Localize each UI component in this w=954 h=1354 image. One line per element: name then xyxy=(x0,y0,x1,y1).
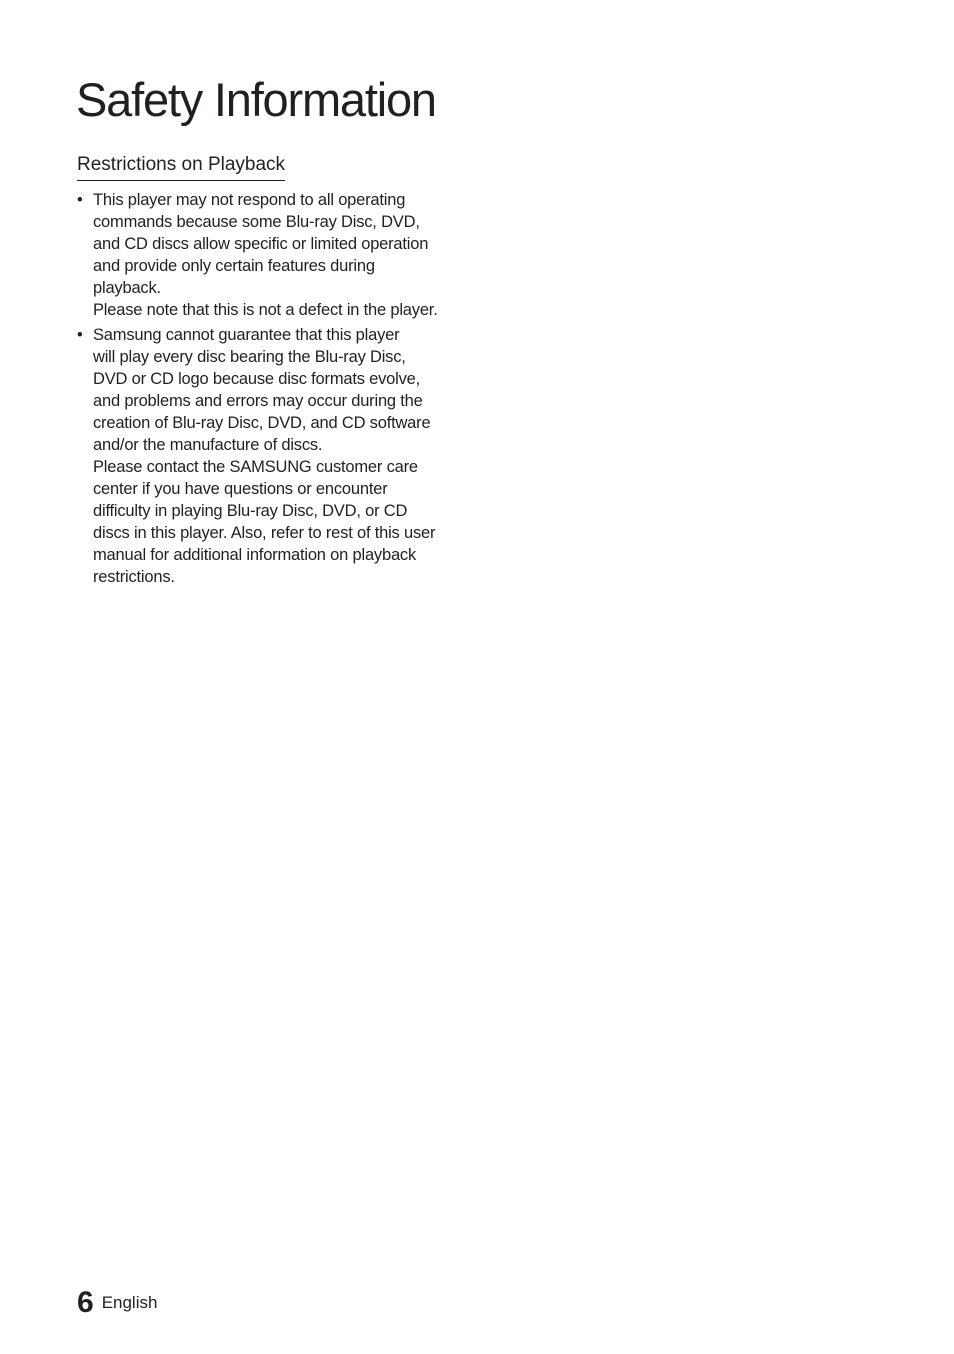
bullet-line: playback. xyxy=(93,279,161,297)
bullet-line: discs in this player. Also, refer to rest of this user xyxy=(93,524,436,542)
bullet-line: DVD or CD logo because disc formats evolve, xyxy=(93,370,421,388)
list-item xyxy=(77,189,457,321)
bullet-line: Please contact the SAMSUNG customer care xyxy=(93,458,418,476)
bullet-line: restrictions. xyxy=(93,568,175,586)
bullet-line: difficulty in playing Blu-ray Disc, DVD, or CD xyxy=(93,502,408,520)
bullet-line: and CD discs allow specific or limited operation xyxy=(93,235,429,253)
list-item xyxy=(77,324,457,588)
bullet-line: Samsung cannot guarantee that this player xyxy=(93,326,400,344)
bullet-marker: • xyxy=(77,191,83,209)
page-title: Safety Information xyxy=(76,73,436,126)
bullet-list xyxy=(77,189,457,591)
bullet-line: manual for additional information on playback xyxy=(93,546,417,564)
page-number: 6 xyxy=(77,1286,94,1319)
bullet-line: and problems and errors may occur during the xyxy=(93,392,423,410)
bullet-line: Please note that this is not a defect in the player. xyxy=(93,301,438,319)
bullet-line: center if you have questions or encounter xyxy=(93,480,388,498)
bullet-line: commands because some Blu-ray Disc, DVD, xyxy=(93,213,420,231)
section-heading: Restrictions on Playback xyxy=(77,152,285,181)
bullet-marker: • xyxy=(77,326,83,344)
page-footer xyxy=(77,1283,157,1323)
bullet-line: will play every disc bearing the Blu-ray Disc, xyxy=(93,348,406,366)
page-language: English xyxy=(101,1293,158,1312)
bullet-line: and provide only certain features during xyxy=(93,257,375,275)
bullet-line: This player may not respond to all operating xyxy=(93,191,406,209)
bullet-line: and/or the manufacture of discs. xyxy=(93,436,323,454)
bullet-line: creation of Blu-ray Disc, DVD, and CD software xyxy=(93,414,431,432)
